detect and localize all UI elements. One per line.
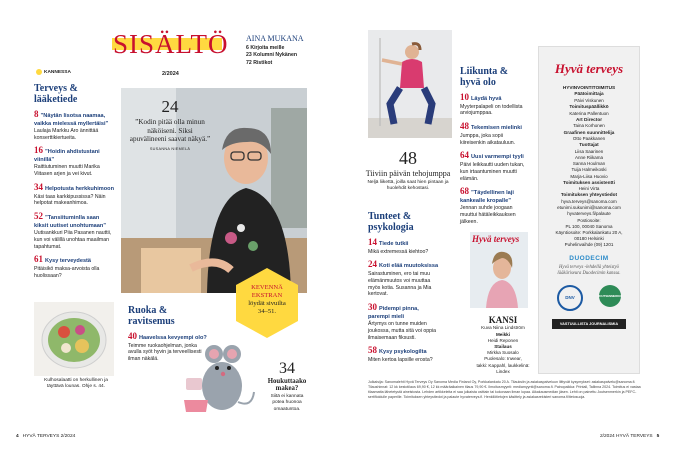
masthead-line: etunimi.sukunimi@sanoma.com xyxy=(557,205,621,211)
masthead-line: HYVINVOINTITOIMITUS xyxy=(562,85,616,90)
masthead-line: Päivi Viskunen xyxy=(574,97,604,103)
kansi-line: Heidi Reponen xyxy=(487,337,519,343)
toc-entry[interactable]: 8 ”Näytän lisotsa naamaa, vaikka mielessä myllertäisi” Laulaja Markku Aro ännittää konserttikiertueita. xyxy=(34,109,109,141)
cover-logo: Hyvä terveys xyxy=(472,234,520,244)
mouse-title: Houkuttaako makea? xyxy=(267,378,307,393)
issue-number: 2/2024 xyxy=(162,71,179,77)
toc-entry[interactable]: 34 Helpotusta herkkuhimoon Käsi taas karkkipussissa? Näin helpotat makeanhimoa. xyxy=(34,181,114,207)
masthead-line: Liisa Saarinen xyxy=(574,148,604,154)
section-heading: Ruoka & ravitsemus xyxy=(128,305,175,327)
masthead-line: Heini Virta xyxy=(578,186,600,192)
kansi-line: Mirkka Suosalo xyxy=(487,350,519,356)
masthead-line: hyvaterveys.fi/palaute xyxy=(567,211,611,217)
aina-mukana-heading: AINA MUKANA xyxy=(246,34,304,43)
masthead-line: Päätoimittaja xyxy=(574,91,604,97)
kansi-line: Kuva Niina Lindström xyxy=(481,325,525,331)
toc-entry[interactable]: 58 Kysy psykologilta Miten kertoa lapsille erosta? xyxy=(368,345,433,364)
aina-item[interactable]: 72 Ristikot xyxy=(246,59,273,66)
salad-bowl-illustration xyxy=(34,302,114,376)
exercise-photo xyxy=(368,30,452,138)
cover-woman-illustration xyxy=(470,232,528,308)
mouse-number: 34 xyxy=(279,360,295,377)
badges-row xyxy=(539,285,639,311)
footer-right xyxy=(600,434,659,439)
section-liikunta xyxy=(460,67,530,230)
masthead-line: Tuottajat xyxy=(579,142,599,148)
dot-icon xyxy=(36,69,42,75)
masthead-box xyxy=(538,46,640,374)
hero-quote xyxy=(128,97,212,151)
section-heading: Tunteet & psykologia xyxy=(368,211,414,233)
hero-quote-author: SUSANNA NIEMELÄ xyxy=(149,146,191,151)
masthead-line: 00180 Helsinki xyxy=(574,236,604,242)
footer-brand: 2/2024 HYVÄ TERVEYS xyxy=(600,434,653,439)
cover-thumbnail[interactable] xyxy=(470,232,528,308)
masthead-line: Taina Korhonen xyxy=(573,123,605,129)
masthead-line: Toimituksen yhteystiedot xyxy=(560,192,618,198)
masthead-line: Puhelinvaihde (09) 1201 xyxy=(564,242,614,248)
dnv-badge-icon: DNV xyxy=(557,285,583,311)
kansi-line: Lindex xyxy=(496,368,510,374)
toc-entry[interactable]: 40 Haavelssa kevyempi olo? Teimme ruokaohjelman, jonka avulla syöt hyvin ja terveellisesti ilman näkälä. xyxy=(128,331,207,363)
masthead-line: Art Director xyxy=(575,116,603,122)
kevenna-line: EKSTRAN xyxy=(251,291,283,299)
exercise-illustration xyxy=(368,30,452,138)
section-tunteet xyxy=(368,212,440,368)
duodecim-text: Hyvä terveys -lehdellä yhteistyö lääkäriseura Duodecimin kanssa. xyxy=(557,264,621,276)
section-heading: Liikunta & hyvä olo xyxy=(460,66,509,88)
masthead-logo: Hyvä terveys xyxy=(554,61,624,76)
toc-entry[interactable]: 52 ”Tansiituminlla saan kiksit uutiset unohtumaan” Uutisankkuri Piia Pasanen nauttii, kun voi välillä unohtaa maailman tapahtumat. xyxy=(34,211,112,250)
feature-48-number: 48 xyxy=(399,148,417,168)
toc-entry[interactable]: 30 Pidempi pinna, parempi mieli Ärtymys on tunne muiden joukossa, mutta sitä voi oppia ilmaisemaan fiksusti. xyxy=(368,302,437,341)
masthead-line: Anne Riikama xyxy=(574,154,603,160)
toc-entry[interactable]: 48 Tekemisen mielinki Jumppa, joka sopii kiireisenkin aikatauluun. xyxy=(460,121,522,146)
aina-item[interactable]: 23 Kolumni Nykänen xyxy=(246,52,298,59)
hero-quote-text: ”Kodin pitää olla minun näköiseni. Siksi apuvälineeni saavat näkyä.” xyxy=(129,118,211,144)
aina-item[interactable]: 6 Kirjoita meille xyxy=(246,45,285,51)
toc-entry[interactable]: 64 Uusi varmempi tyyli Päivi leikkautti uuden tukan, kun irtaantuminen muutti elämän. xyxy=(460,150,525,182)
masthead-line: Tuija Halmeikoski xyxy=(571,167,607,173)
vastuullista-logo: VASTUULLISTA JOURNALISMIA xyxy=(552,319,626,329)
kansi-credits xyxy=(474,316,532,375)
kansi-line: Meikki xyxy=(495,331,511,337)
page-title: SISÄLTÖ xyxy=(113,29,229,59)
section-heading: Terveys & lääketiede xyxy=(34,83,78,105)
kevenna-line: 34–51. xyxy=(257,307,277,315)
masthead-line: Toimituksen assistentti xyxy=(563,179,615,185)
kevenna-line: löydät sivuilta xyxy=(248,299,286,307)
masthead-line: Käyntiosoite: Porkkalankatu 20 A, xyxy=(555,229,623,235)
feature-48-title: Tiiviin päivän tehojumppa xyxy=(365,169,451,178)
page-number: 4 xyxy=(16,434,19,439)
kansi-line: Stailaus xyxy=(494,344,512,349)
swan-badge-icon: JOUTSENMERKKI xyxy=(599,285,621,307)
toc-entry[interactable]: 10 Läydä hyvä Myyterpalapeli on todellista arviojumppaa. xyxy=(460,92,523,117)
section-terveys xyxy=(34,84,114,283)
mouse-text: Siitä ei kannata potea huonoa omaatuntoa. xyxy=(270,394,304,412)
footer-left xyxy=(16,434,75,439)
duodecim-logo: DUODECIM xyxy=(569,254,609,262)
kevenna-line: KEVENNÄ xyxy=(251,284,283,291)
mouse-illustration xyxy=(178,342,258,414)
salad-caption: Kulhosalaatti on herkullinen ja täyttävä lounas. Ohje s. 44. xyxy=(44,378,108,390)
masthead-line: hyva.terveys@sanoma.com xyxy=(561,198,617,204)
masthead-lines xyxy=(539,85,639,249)
toc-entry[interactable]: 16 ”Hoidin ahdistustani viinillä” Raittiutuminen muutti Marika Viitasen arjen ja vei kivut. xyxy=(34,145,100,178)
kevenna-badge[interactable] xyxy=(236,268,298,338)
masthead-line: Otto Paakkanen xyxy=(572,136,606,142)
mouse-icon xyxy=(178,342,258,414)
toc-entry[interactable]: 68 ”Täydellinen laji kankealle kropalle” Jennan suhde joogaan muuttui hätäleikkauksen jälkeen. xyxy=(460,186,516,225)
salad-photo xyxy=(34,302,114,376)
masthead-line: Sanna Houlman xyxy=(572,161,606,167)
hero-quote-number: 24 xyxy=(161,97,179,116)
masthead-line: Toimituspäällikkö xyxy=(569,104,609,110)
masthead-line: PL 100, 00040 Sanoma xyxy=(565,223,613,229)
aina-mukana xyxy=(246,34,306,67)
feature-48-text: Neljä liikettä, joilla saat hien pintaan ja huolehdit kehostasi. xyxy=(367,180,449,192)
kansi-line: takki: Kappahl, laukkelinä: xyxy=(476,362,530,368)
mouse-feature[interactable] xyxy=(264,360,310,413)
masthead-line: Katerina Pallentuon xyxy=(569,110,609,116)
masthead-line: Marja-Liisa Huovio xyxy=(570,173,608,179)
footer-brand: HYVÄ TERVEYS 2/2024 xyxy=(22,434,76,439)
fineprint: Julkaisija: Sanomalehti Hyvä Terveys Oy Sanoma Media Finland Oy, Porkkalankatu 20 A. Tilauksiin ja asiakaspalveluun liittyvät kysymykset: asiakaspalvelu@sanoma.fi. Tilaushinnat: 12 kk kestotilaus 69,90 €, 12 kk määräaikainen tilaus 79,90 €. Ilmoitusmyynti: mediamyynti@sanoma.fi. Painopaikka: Printall, Tallinna 2024. Toimitus ei vastaa tilaamatta lähetetystä aineistosta. Lehden artikkeleita ei saa julkaista osittain tai kokonaan ilman lupaa. Aikakausmedian jäsen. Lehti on painettu Joutsenmerkin ja PEFC-sertifioidulle paperille. Toimituksen yhteystiedot ja palaute hyvaterveys.fi. Henkilötietojen käsittely ja asiakasrekisteri sanoma.fi/tietosuoja. xyxy=(368,380,641,400)
toc-entry[interactable]: 61 Kysy terveydestä Pitäisikö maksa-arvoista olla huolissaan? xyxy=(34,254,100,279)
toc-entry[interactable]: 14 Tiede tutkii Mikä extremessä kiehtoo? xyxy=(368,237,429,255)
feature-48[interactable] xyxy=(360,148,456,193)
kannessa-label: KANNESSA xyxy=(44,69,71,75)
toc-entry[interactable]: 24 Koti elää muutoksissa Sairastuminen, ero tai muu elämänmuutos voi muuttaa myös kotia. Susanna ja Mia kertovat. xyxy=(368,259,439,298)
masthead-line: Postiosoite: xyxy=(577,217,601,223)
kannessa-link[interactable] xyxy=(36,69,71,75)
page-number: 5 xyxy=(656,434,660,439)
kansi-heading: KANSI xyxy=(488,315,518,325)
masthead-line: Graafinen suunnittelija xyxy=(563,129,615,135)
kansi-line: Puolesalo: Inwear, xyxy=(484,356,522,362)
